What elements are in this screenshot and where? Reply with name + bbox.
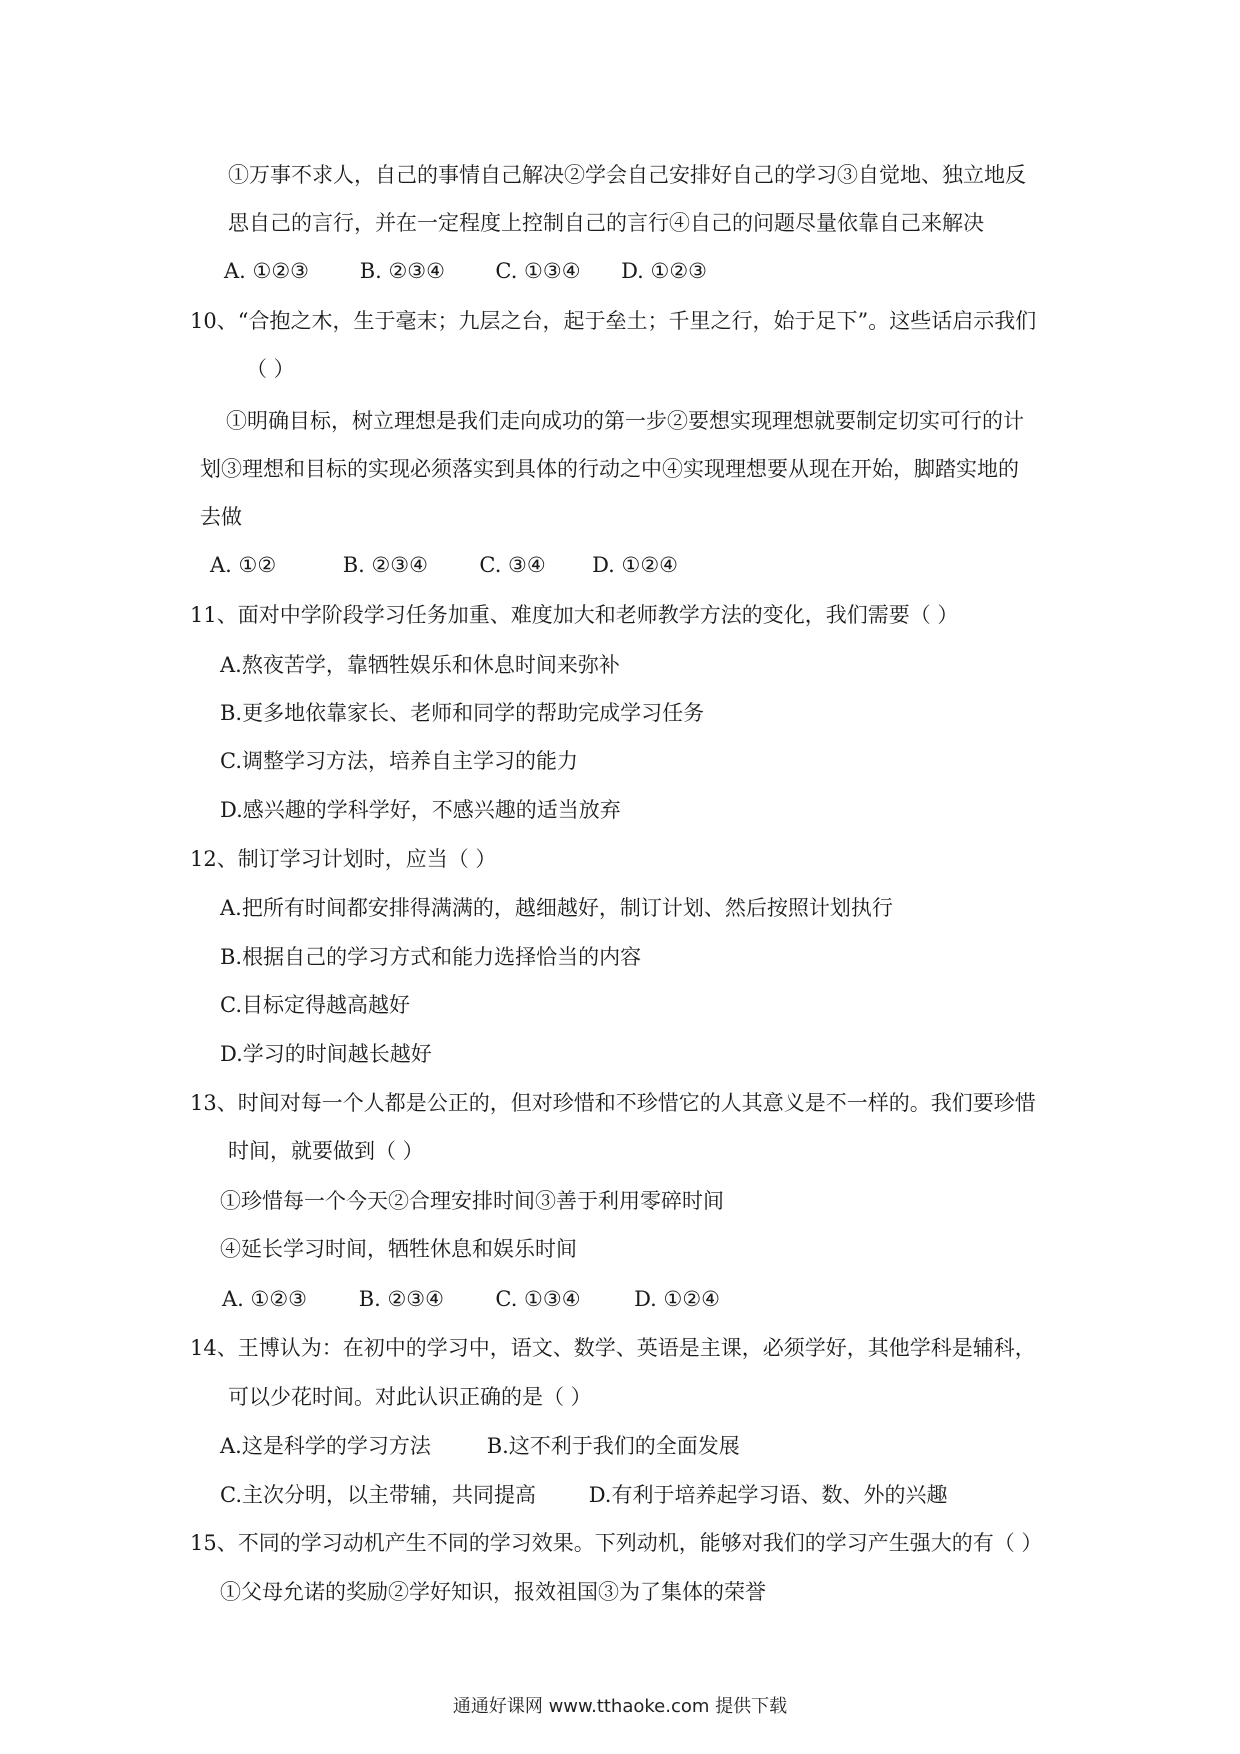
q10-option-d: D. ①②④ [592, 553, 678, 577]
q15-stem: 15、不同的学习动机产生不同的学习效果。下列动机，能够对我们的学习产生强大的有（ ） [190, 1531, 1043, 1555]
q11-option-a: A.熬夜苦学，靠牺牲娱乐和休息时间来弥补 [220, 653, 620, 677]
q9-option-b: B. ②③④ [359, 259, 445, 283]
q10-option-c: C. ③④ [479, 553, 546, 577]
q15-statements-line1: ①父母允诺的奖励②学好知识，报效祖国③为了集体的荣誉 [220, 1580, 766, 1604]
q10-statements-line3: 去做 [200, 505, 242, 529]
page-footer: 通通好课网 www.tthaoke.com 提供下载 [452, 1696, 788, 1717]
q11-stem: 11、面对中学阶段学习任务加重、难度加大和老师教学方法的变化，我们需要（ ） [190, 603, 959, 627]
q13-statements-line1: ①珍惜每一个今天②合理安排时间③善于利用零碎时间 [220, 1189, 724, 1213]
q10-option-b: B. ②③④ [342, 553, 428, 577]
q11-option-d: D.感兴趣的学科学好，不感兴趣的适当放弃 [220, 798, 621, 822]
q14-options-row2 [220, 1480, 947, 1510]
q12-option-d: D.学习的时间越长越好 [220, 1042, 432, 1066]
q12-option-a: A.把所有时间都安排得满满的，越细越好，制订计划、然后按照计划执行 [220, 896, 893, 920]
q9-statements-line1: ①万事不求人，自己的事情自己解决②学会自己安排好自己的学习③自觉地、独立地反 [228, 163, 1026, 187]
q14-option-b: B.这不利于我们的全面发展 [486, 1434, 740, 1458]
q10-stem-line2: （ ） [246, 357, 295, 381]
q14-stem-line2: 可以少花时间。对此认识正确的是（ ） [228, 1385, 592, 1409]
q13-statements-line2: ④延长学习时间，牺牲休息和娱乐时间 [220, 1237, 577, 1261]
q12-option-b: B.根据自己的学习方式和能力选择恰当的内容 [220, 945, 642, 969]
q14-stem-line1: 14、王博认为：在初中的学习中，语文、数学、英语是主课，必须学好，其他学科是辅科， [190, 1336, 1036, 1360]
q9-option-c: C. ①③④ [495, 259, 581, 283]
q9-statements-line2: 思自己的言行，并在一定程度上控制自己的言行④自己的问题尽量依靠自己来解决 [228, 211, 984, 235]
q9-option-a: A. ①②③ [224, 259, 309, 283]
q10-options [210, 550, 678, 580]
q13-option-b: B. ②③④ [358, 1287, 444, 1311]
q13-option-d: D. ①②④ [634, 1287, 720, 1311]
q10-option-a: A. ①② [210, 553, 277, 577]
q13-options [222, 1284, 720, 1314]
q13-stem-line2: 时间，就要做到（ ） [228, 1139, 424, 1163]
q14-option-c: C.主次分明，以主带辅，共同提高 [220, 1483, 536, 1507]
q13-stem-line1: 13、时间对每一个人都是公正的，但对珍惜和不珍惜它的人其意义是不一样的。我们要珍惜 [190, 1091, 1036, 1115]
q10-stem-line1: 10、“合抱之木，生于毫末；九层之台，起于垒土；千里之行，始于足下”。这些话启示我们 [190, 309, 1037, 333]
q10-statements-line2: 划③理想和目标的实现必须落实到具体的行动之中④实现理想要从现在开始，脚踏实地的 [200, 457, 1019, 481]
q9-option-d: D. ①②③ [621, 259, 707, 283]
q12-option-c: C.目标定得越高越好 [220, 993, 410, 1017]
q13-option-a: A. ①②③ [222, 1287, 307, 1311]
q11-option-b: B.更多地依靠家长、老师和同学的帮助完成学习任务 [220, 701, 705, 725]
q9-options [224, 256, 707, 286]
q10-statements-line1: ①明确目标，树立理想是我们走向成功的第一步②要想实现理想就要制定切实可行的计 [226, 409, 1024, 433]
q14-option-d: D.有利于培养起学习语、数、外的兴趣 [588, 1483, 948, 1507]
q11-option-c: C.调整学习方法，培养自主学习的能力 [220, 749, 578, 773]
q13-option-c: C. ①③④ [495, 1287, 581, 1311]
q12-stem: 12、制订学习计划时，应当（ ） [190, 847, 497, 871]
q14-option-a: A.这是科学的学习方法 [220, 1434, 431, 1458]
q14-options-row1 [220, 1431, 740, 1461]
